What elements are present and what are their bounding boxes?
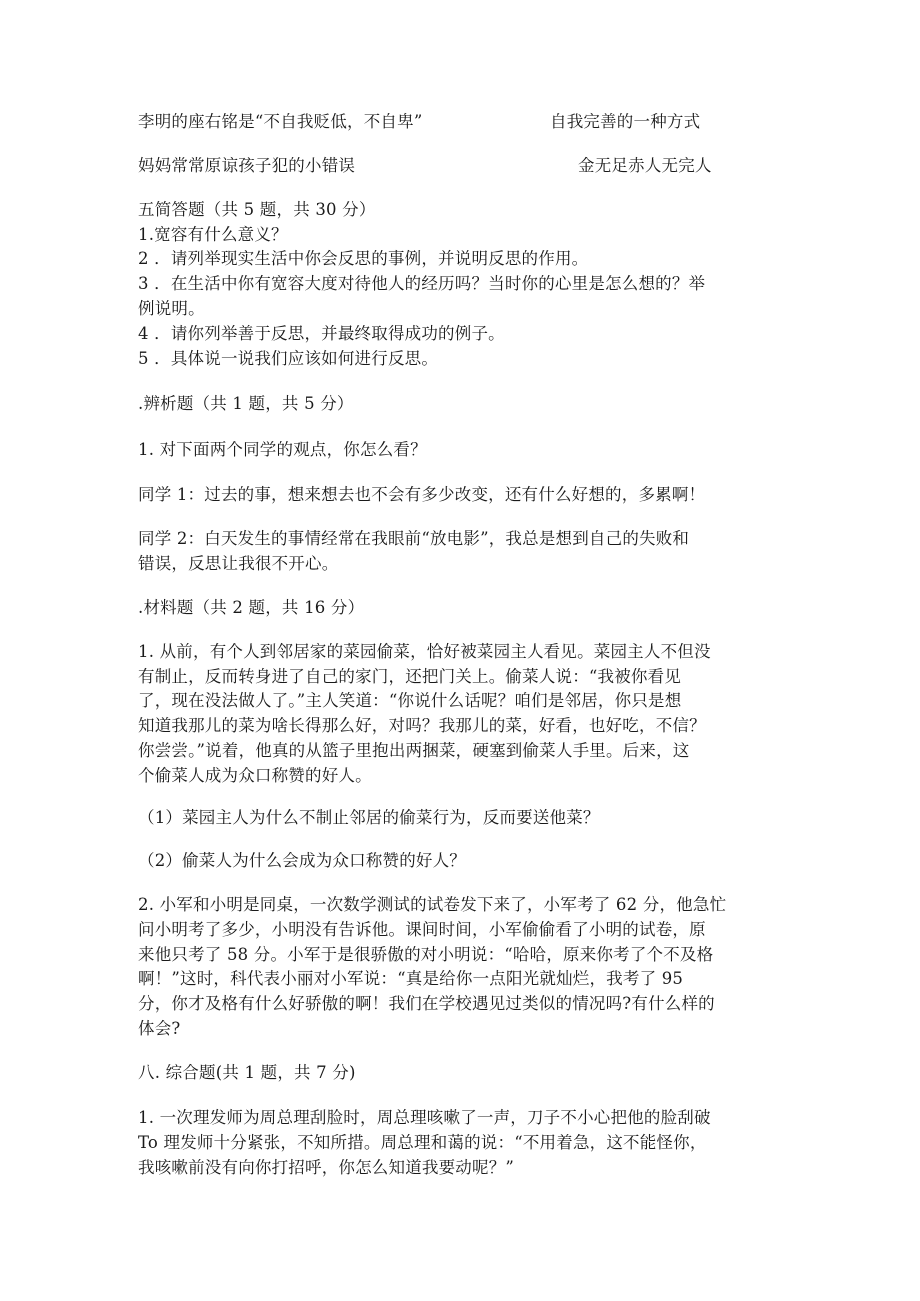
section5-question-2: 2 ．请列举现实生活中你会反思的事例，并说明反思的作用。 (138, 249, 589, 268)
material1-line-3: 了，现在没法做人了。”主人笑道：“你说什么话呢？咱们是邻居，你只是想 (138, 691, 682, 710)
section6-student-2-line1: 同学 2：白天发生的事情经常在我眼前“放电影”，我总是想到自己的失败和 (138, 529, 690, 548)
material2-line-6: 体会? (138, 1019, 181, 1038)
material1-line-1: 1. 从前，有个人到邻居家的菜园偷菜，恰好被菜园主人看见。菜园主人不但没 (138, 642, 711, 661)
section6-question-1: 1. 对下面两个同学的观点，你怎么看？ (138, 440, 427, 459)
section5-question-4: 4 ．请你列举善于反思，并最终取得成功的例子。 (138, 324, 505, 343)
section8-question-line-3: 我咳嗽前没有向你打招呼，你怎么知道我要动呢？” (138, 1158, 515, 1177)
section8-question-line-2: To 理发师十分紧张，不知所措。周总理和蔼的说：“不用着急，这不能怪你， (138, 1133, 707, 1152)
section5-question-3-line1: 3 ．在生活中你有宽容大度对待他人的经历吗？当时你的心里是怎么想的？举 (138, 274, 706, 293)
material2-line-3: 来他只考了 58 分。小军于是很骄傲的对小明说：“哈哈，原来你考了个不及格 (138, 945, 714, 964)
section6-title: .辨析题（共 1 题，共 5 分） (138, 394, 354, 413)
material1-line-6: 个偷菜人成为众口称赞的好人。 (138, 766, 372, 785)
material1-line-4: 知道我那儿的菜为啥长得那么好，对吗？我那儿的菜，好看，也好吃，不信？ (138, 716, 706, 735)
material1-line-2: 有制止，反而转身进了自己的家门，还把门关上。偷菜人说：“我被你看见 (138, 667, 682, 686)
matching-row2-right: 金无足赤人无完人 (578, 156, 712, 175)
matching-row1-right: 自我完善的一种方式 (550, 112, 701, 131)
section5-title: 五简答题（共 5 题，共 30 分） (138, 200, 376, 219)
section7-title: .材料题（共 2 题，共 16 分） (138, 598, 365, 617)
material2-line-2: 问小明考了多少，小明没有告诉他。课间时间，小军偷偷看了小明的试卷，原 (138, 920, 706, 939)
section8-title: 八. 综合题(共 1 题，共 7 分) (138, 1063, 356, 1082)
material2-line-4: 啊！”这时，科代表小丽对小军说：“真是给你一点阳光就灿烂，我考了 95 (138, 969, 684, 988)
material1-subquestion-2: （2）偷菜人为什么会成为众口称赞的好人？ (138, 851, 466, 870)
section8-question-line-1: 1. 一次理发师为周总理刮脸时，周总理咳嗽了一声，刀子不小心把他的脸刮破 (138, 1108, 711, 1127)
section5-question-1: 1.宽容有什么意义？ (138, 225, 288, 244)
material1-subquestion-1: （1）菜园主人为什么不制止邻居的偷菜行为，反而要送他菜？ (138, 808, 600, 827)
section6-student-1: 同学 1：过去的事，想来想去也不会有多少改变，还有什么好想的，多累啊！ (138, 485, 706, 504)
material1-line-5: 你尝尝。”说着，他真的从篮子里抱出两捆菜，硬塞到偷菜人手里。后来，这 (138, 741, 690, 760)
section5-question-5: 5 ．具体说一说我们应该如何进行反思。 (138, 349, 439, 368)
section6-student-2-line2: 错误，反思让我很不开心。 (138, 554, 339, 573)
section5-question-3-line2: 例说明。 (138, 299, 205, 318)
material2-line-5: 分，你才及格有什么好骄傲的啊！我们在学校遇见过类似的情况吗?有什么样的 (138, 994, 715, 1013)
material2-line-1: 2. 小军和小明是同桌，一次数学测试的试卷发下来了，小军考了 62 分，他急忙 (138, 895, 727, 914)
matching-row2-left: 妈妈常常原谅孩子犯的小错误 (138, 156, 356, 175)
matching-row1-left: 李明的座右铭是“不自我贬低，不自卑” (138, 112, 423, 131)
